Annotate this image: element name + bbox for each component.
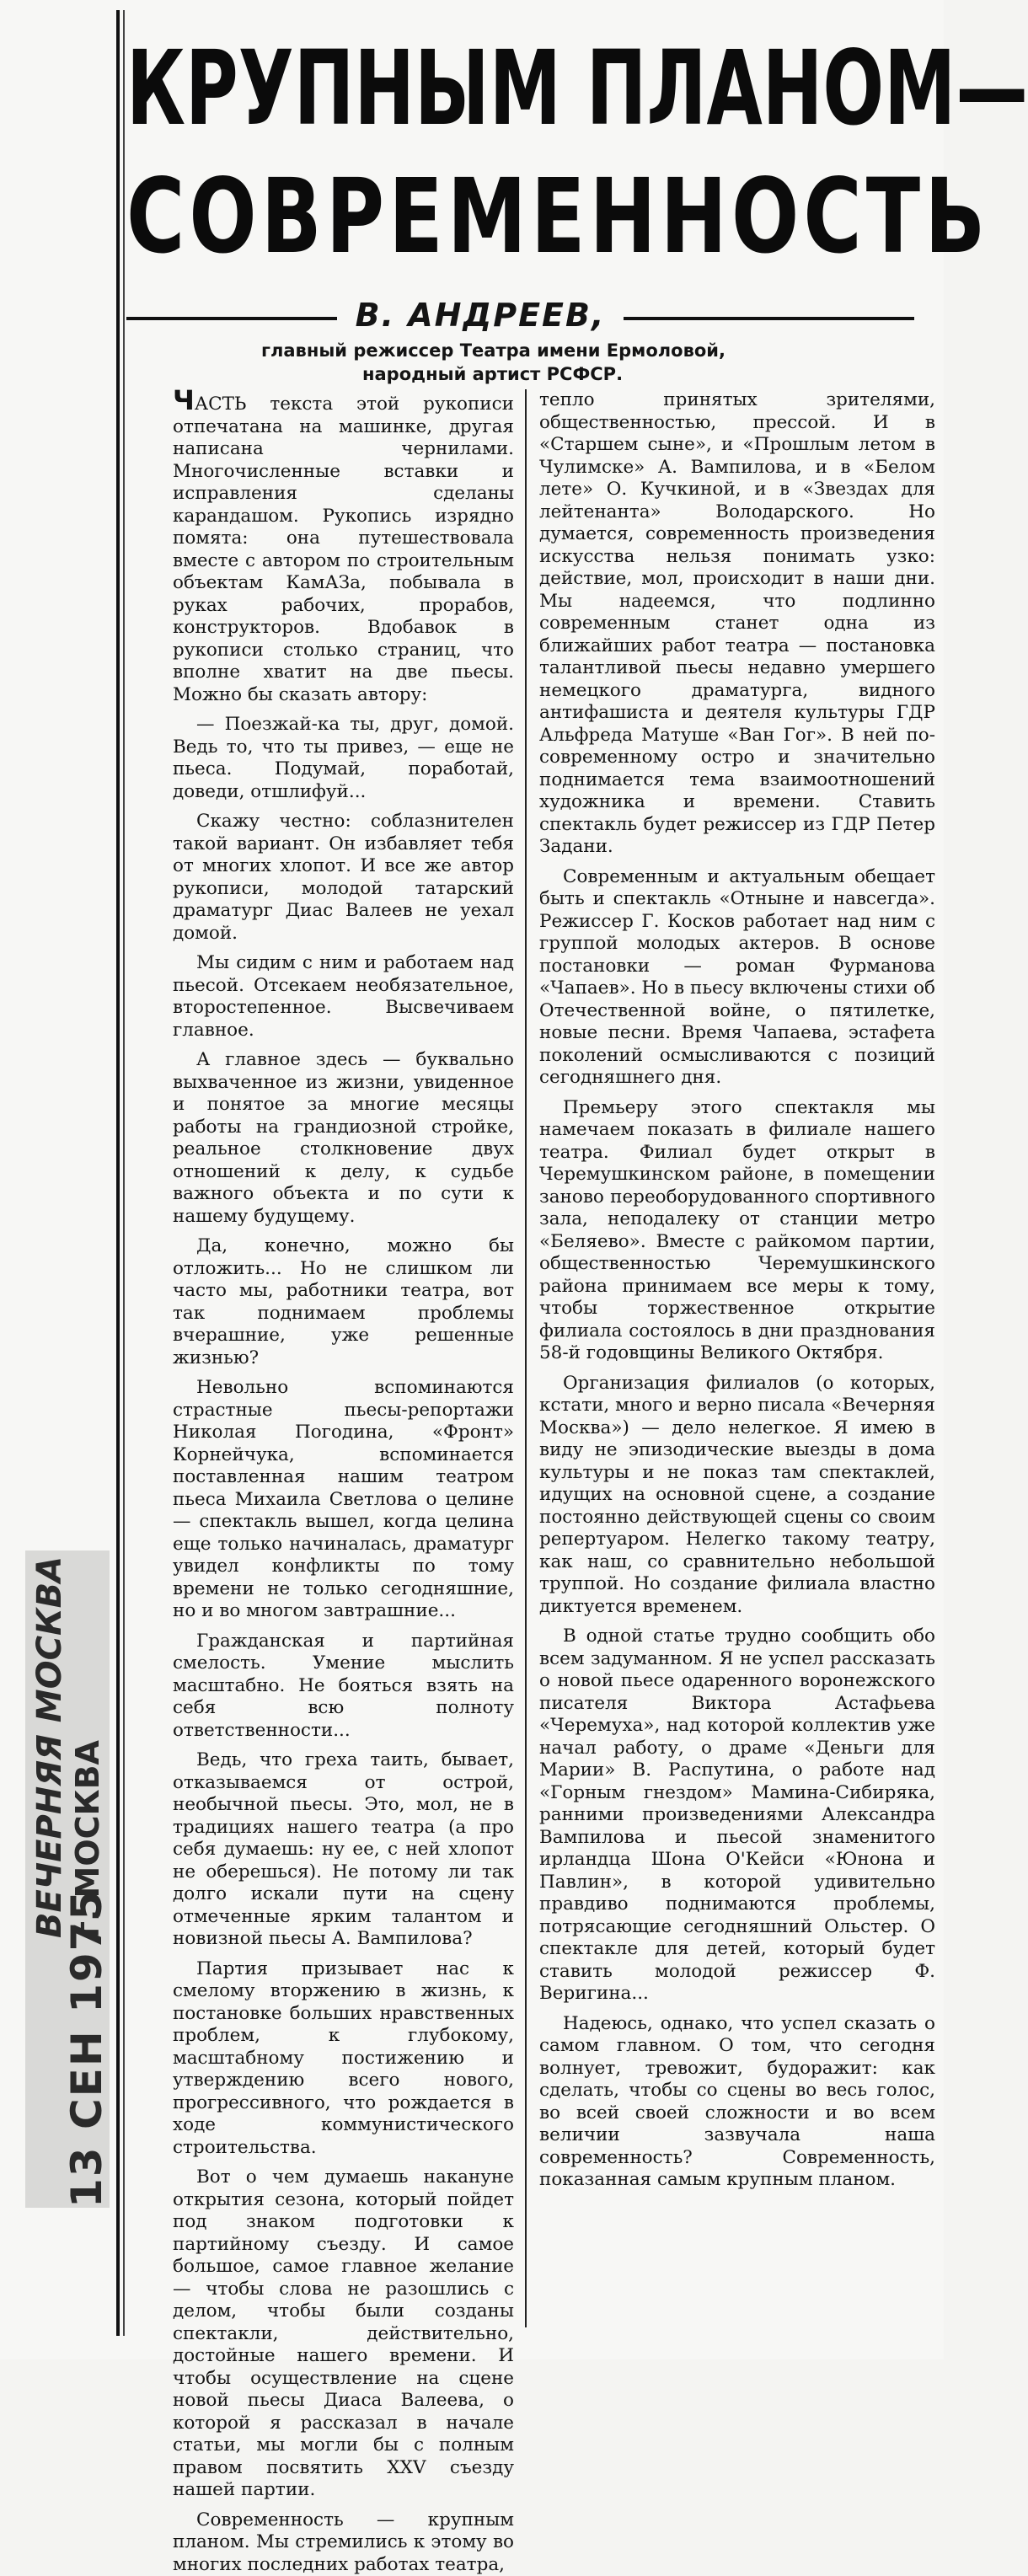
paragraph: Современность — крупным планом. Мы стремились к этому во многих последних работах театра,	[173, 2509, 514, 2576]
paragraph: Невольно вспоминаются страстные пьесы-репортажи Николая Погодина, «Фронт» Корнейчука, вспоминается поставленная нашим театром пьеса Михаила Светлова о целине — спектакль вышел, когда целина еще только начиналась, драматург увидел конфликты по тому времени не только сегодняшние, но и во многом завтрашние...	[173, 1377, 514, 1623]
headline-line-1: КРУПНЫМ ПЛАНОМ—	[126, 34, 934, 143]
paragraph: Партия призывает нас к смелому вторжению в жизнь, к постановке больших нравственных проблем, к глубокому, масштабному постижению и утверждению всего нового, прогрессивного, что рождается в ходе коммунистического строительства.	[173, 1958, 514, 2160]
author-position-line-1: главный режиссер Театра имени Ермоловой,	[261, 340, 725, 361]
stamp-text	[25, 1550, 110, 2208]
margin-rule-thin	[123, 10, 125, 2336]
author-position	[261, 339, 800, 386]
byline-rule-left	[126, 317, 337, 320]
archive-date-stamp	[25, 1550, 110, 2208]
paragraph: Ведь, что греха таить, бывает, отказываемся от острой, необычной пьесы. Это, мол, не в традициях нашего театра (а про себя думаешь: ну ее, с ней хлопот не оберешься). Не потому ли так долго искали пути на сцену отмеченные ярким талантом и новизной пьесы А. Вампилова?	[173, 1749, 514, 1951]
headline-line-2: СОВРЕМЕННОСТЬ	[126, 162, 938, 271]
byline	[126, 297, 918, 339]
article-column-right	[539, 389, 935, 2336]
paragraph: Скажу честно: соблазнителен такой вариант. Он избавляет тебя от многих хлопот. И все же автор рукописи, молодой татарский драматург Диас Валеев не уехал домой.	[173, 811, 514, 945]
drop-cap: Ч	[173, 384, 195, 416]
paragraph: ЧАСТЬ текста этой рукописи отпечатана на машинке, другая написана чернилами. Многочисленные вставки и исправления сделаны карандашом. Рукопись изрядно помята: она путешествовала вместе с автором по строительным объектам КамАЗа, побывала в руках рабочих, прорабов, конструкторов. Вдобавок в рукописи столько страниц, что вполне хватит на две пьесы. Можно бы сказать автору:	[173, 389, 514, 706]
paragraph: Премьеру этого спектакля мы намечаем показать в филиале нашего театра. Филиал будет открыт в Черемушкинском районе, в помещении заново переоборудованного спортивного зала, неподалеку от станции метро «Беляево». Вместе с райкомом партии, общественностью Черемушкинского района принимаем все меры к тому, чтобы торжественное открытие филиала состоялось в дни празднования 58-й годовщины Великого Октября.	[539, 1097, 935, 1365]
column-divider	[525, 389, 527, 2327]
stamp-city: г. МОСКВА	[69, 1740, 106, 1938]
author-position-line-2: народный артист РСФСР.	[261, 362, 800, 386]
paragraph: Гражданская и партийная смелость. Умение мыслить масштабно. Не бояться взять на себя всю полноту ответственности...	[173, 1631, 514, 1743]
byline-rule-right	[624, 317, 914, 320]
paragraph: В одной статье трудно сообщить обо всем задуманном. Я не успел рассказать о новой пьесе одаренного воронежского писателя Виктора Астафьева «Черемуха», над которой коллектив уже начал работу, о драме «Деньги для Марии» В. Распутина, о работе над «Горным гнездом» Мамина-Сибиряка, ранними произведениями Александра Вампилова и пьесой знаменитого ирландца Шона О'Кейси «Юнона и Павлин», в которой удивительно правдиво поднимаются проблемы, потрясающие сегодняшний Ольстер. О спектакле для детей, который будет ставить молодой режиссер Ф. Веригина...	[539, 1625, 935, 2006]
paragraph: Мы сидим с ним и работаем над пьесой. Отсекаем необязательное, второстепенное. Высвечиваем главное.	[173, 952, 514, 1042]
paragraph: тепло принятых зрителями, общественностью, прессой. И в «Старшем сыне», и «Прошлым летом в Чулимске» А. Вампилова, и в «Белом лете» О. Кучкиной, и в «Звездах для лейтенанта» Володарского. Но думается, современность произведения искусства нельзя понимать узко: действие, мол, происходит в наши дни. Мы надеемся, что подлинно современным станет одна из ближайших работ театра — постановка талантливой пьесы недавно умершего немецкого драматурга, видного антифашиста и деятеля культуры ГДР Альфреда Матуше «Ван Гог». В ней по-современному остро и значительно поднимается тема взаимоотношений художника и времени. Ставить спектакль будет режиссер из ГДР Петер Задани.	[539, 389, 935, 859]
paragraph: — Поезжай-ка ты, друг, домой. Ведь то, что ты привез, — еще не пьеса. Подумай, поработай, доведи, отшлифуй...	[173, 714, 514, 803]
paragraph: Надеюсь, однако, что успел сказать о самом главном. О том, что сегодня волнует, тревожит, будоражит: как сделать, чтобы со сцены во весь голос, во всей своей сложности и во всем величии зазвучала наша современность? Современность, показанная самым крупным планом.	[539, 2013, 935, 2192]
paragraph: А главное здесь — буквально выхваченное из жизни, увиденное и понятое за многие месяцы работы на грандиозной стройке, реальное столкновение двух отношений к делу, к судьбе важного объекта и по сути к нашему будущему.	[173, 1049, 514, 1228]
stamp-newspaper: ВЕЧЕРНЯЯ МОСКВА	[30, 1556, 69, 1938]
paragraph: Да, конечно, можно бы отложить... Но не слишком ли часто мы, работники театра, вот так поднимаем проблемы вчерашние, уже решенные жизнью?	[173, 1235, 514, 1369]
author-name: В. АНДРЕЕВ,	[341, 297, 619, 334]
paragraph: Современным и актуальным обещает быть и спектакль «Отныне и навсегда». Режиссер Г. Косков работает над ним с группой молодых актеров. В основе постановки — роман Фурманова «Чапаев». Но в пьесу включены стихи об Отечественной войне, о пятилетке, новые песни. Время Чапаева, эстафета поколений осмысливаются с позиций сегодняшнего дня.	[539, 866, 935, 1090]
margin-rule	[116, 10, 120, 2336]
paragraph: Организация филиалов (о которых, кстати, много и верно писала «Вечерняя Москва») — дело нелегкое. Я имею в виду не эпизодические выезды в дома культуры и не показ там спектаклей, идущих на основной сцене, а создание постоянно действующей сцены со своим репертуаром. Нелегко такому театру, как наш, со сравнительно небольшой труппой. Но создание филиала властно диктуется временем.	[539, 1373, 935, 1619]
article-column-left	[173, 389, 514, 2336]
paragraph: Вот о чем думаешь накануне открытия сезона, который пойдет под знаком подготовки к партийному съезду. И самое большое, самое главное желание — чтобы слова не разошлись с делом, чтобы были созданы спектакли, действительно, достойные нашего времени. И чтобы осуществление на сцене новой пьесы Диаса Валеева, о которой я рассказал в начале статьи, мы могли бы с полным правом посвятить XXV съезду нашей партии.	[173, 2166, 514, 2502]
stamp-date: 13 СЕН 1975	[62, 1889, 111, 2208]
